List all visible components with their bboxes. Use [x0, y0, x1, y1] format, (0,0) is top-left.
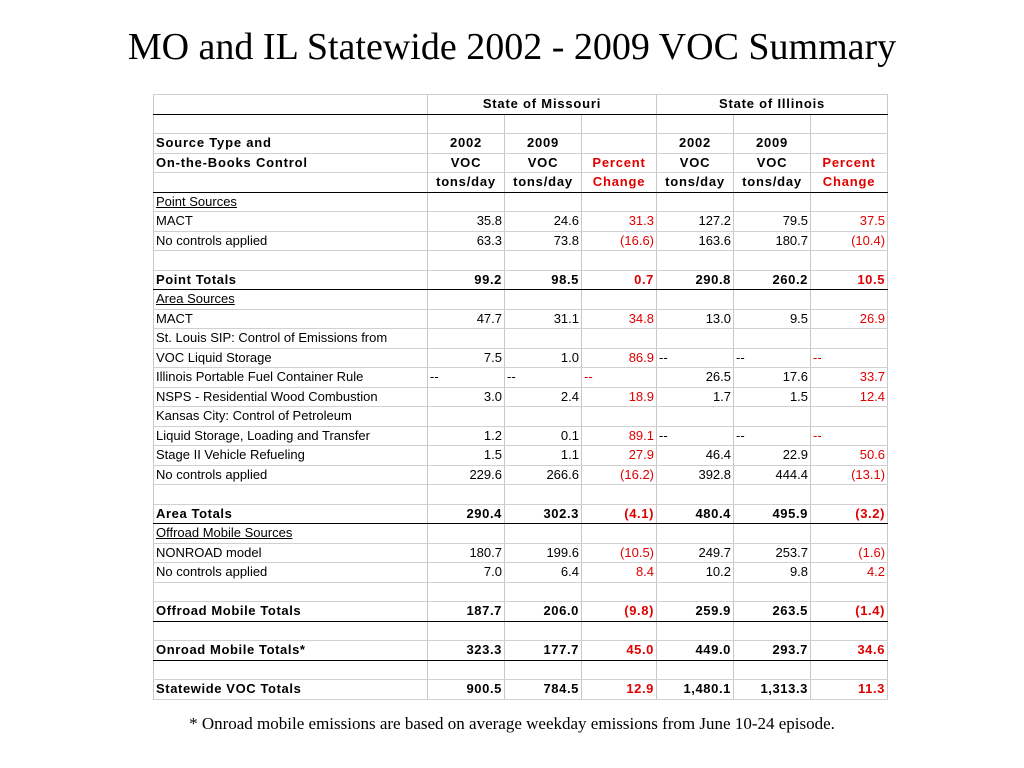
row-label: VOC Liquid Storage [154, 348, 428, 368]
mo-change-cell: 0.7 [582, 270, 657, 290]
total-row [154, 602, 888, 622]
il-2002-cell: 127.2 [657, 212, 734, 232]
mo-2002-cell: 47.7 [428, 309, 505, 329]
il-2002-cell: 290.8 [657, 270, 734, 290]
section-offroad-sources [154, 524, 888, 544]
il-2002-cell: 46.4 [657, 446, 734, 466]
mo-change-cell: 18.9 [582, 387, 657, 407]
header-row-states [154, 95, 888, 115]
total-row [154, 504, 888, 524]
il-2009-voc: VOC [734, 153, 811, 173]
mo-2002-cell: 180.7 [428, 543, 505, 563]
mo-change-cell: 31.3 [582, 212, 657, 232]
il-2009-units: tons/day [734, 173, 811, 193]
table-row [154, 329, 888, 349]
mo-2002-cell: 7.0 [428, 563, 505, 583]
spacer-row [154, 582, 888, 602]
il-2002-cell: 249.7 [657, 543, 734, 563]
mo-2002-cell: 290.4 [428, 504, 505, 524]
mo-2009-cell: 199.6 [505, 543, 582, 563]
mo-2002-cell: 323.3 [428, 641, 505, 661]
il-2002-cell: 449.0 [657, 641, 734, 661]
table-row [154, 368, 888, 388]
table-row [154, 348, 888, 368]
row-label: Kansas City: Control of Petroleum [154, 407, 428, 427]
il-change: Change [811, 173, 888, 193]
table-row [154, 309, 888, 329]
mo-2009-cell: 1.0 [505, 348, 582, 368]
row-label: St. Louis SIP: Control of Emissions from [154, 329, 428, 349]
mo-2002-units: tons/day [428, 173, 505, 193]
row-label: MACT [154, 212, 428, 232]
mo-change-cell: (9.8) [582, 602, 657, 622]
section-label: Point Sources [154, 192, 428, 212]
mo-2002-cell: 35.8 [428, 212, 505, 232]
mo-change-cell: 34.8 [582, 309, 657, 329]
il-change-cell: (13.1) [811, 465, 888, 485]
mo-2009-cell: 2.4 [505, 387, 582, 407]
il-change-cell: -- [811, 426, 888, 446]
mo-2009-cell: 784.5 [505, 680, 582, 700]
control-label: On-the-Books Control [154, 153, 428, 173]
section-area-sources [154, 290, 888, 310]
il-2002-cell: -- [657, 426, 734, 446]
header-row-units [154, 173, 888, 193]
il-change-cell: 26.9 [811, 309, 888, 329]
row-label: Stage II Vehicle Refueling [154, 446, 428, 466]
il-2002-cell: 10.2 [657, 563, 734, 583]
il-2009-cell: 444.4 [734, 465, 811, 485]
page-title: MO and IL Statewide 2002 - 2009 VOC Summary [127, 26, 897, 68]
il-2002-cell: 259.9 [657, 602, 734, 622]
row-label: Area Totals [154, 504, 428, 524]
il-2002-year: 2002 [657, 134, 734, 154]
row-label: No controls applied [154, 231, 428, 251]
header-spacer [154, 114, 888, 134]
il-change-cell: 4.2 [811, 563, 888, 583]
mo-change-cell: 89.1 [582, 426, 657, 446]
mo-2002-cell: 1.5 [428, 446, 505, 466]
il-2009-cell: 293.7 [734, 641, 811, 661]
table-row [154, 212, 888, 232]
il-2002-voc: VOC [657, 153, 734, 173]
il-change-cell: 37.5 [811, 212, 888, 232]
mo-2009-year: 2009 [505, 134, 582, 154]
table-row [154, 387, 888, 407]
mo-2002-cell: 99.2 [428, 270, 505, 290]
il-2002-cell: 480.4 [657, 504, 734, 524]
mo-2009-cell: 1.1 [505, 446, 582, 466]
mo-change-cell: (10.5) [582, 543, 657, 563]
mo-change-cell: (4.1) [582, 504, 657, 524]
mo-change-cell: 12.9 [582, 680, 657, 700]
mo-change-cell: (16.2) [582, 465, 657, 485]
mo-2002-voc: VOC [428, 153, 505, 173]
mo-2002-cell: 63.3 [428, 231, 505, 251]
mo-2009-voc: VOC [505, 153, 582, 173]
mo-2002-cell: 187.7 [428, 602, 505, 622]
row-label: Statewide VOC Totals [154, 680, 428, 700]
il-2002-cell: 1.7 [657, 387, 734, 407]
mo-change-cell: -- [582, 368, 657, 388]
row-label: NONROAD model [154, 543, 428, 563]
il-change-cell: -- [811, 348, 888, 368]
mo-change: Change [582, 173, 657, 193]
table-row [154, 563, 888, 583]
il-2009-cell: 17.6 [734, 368, 811, 388]
row-label: Point Totals [154, 270, 428, 290]
table-row [154, 465, 888, 485]
mo-2009-units: tons/day [505, 173, 582, 193]
spacer-row [154, 621, 888, 641]
table-row [154, 407, 888, 427]
table-row [154, 231, 888, 251]
source-type-label: Source Type and [154, 134, 428, 154]
mo-2009-cell: 98.5 [505, 270, 582, 290]
mo-2002-cell: 229.6 [428, 465, 505, 485]
mo-percent: Percent [582, 153, 657, 173]
il-2009-cell: 495.9 [734, 504, 811, 524]
il-percent: Percent [811, 153, 888, 173]
mo-2002-cell: -- [428, 368, 505, 388]
table-row [154, 426, 888, 446]
row-label: Onroad Mobile Totals* [154, 641, 428, 661]
row-label: Illinois Portable Fuel Container Rule [154, 368, 428, 388]
mo-2009-cell: 0.1 [505, 426, 582, 446]
il-2009-cell: 1,313.3 [734, 680, 811, 700]
il-2009-cell: 260.2 [734, 270, 811, 290]
spacer-row [154, 660, 888, 680]
il-change-cell: 33.7 [811, 368, 888, 388]
mo-change-cell: 27.9 [582, 446, 657, 466]
footnote: * Onroad mobile emissions are based on average weekday emissions from June 10-24 episode. [189, 714, 835, 733]
il-2002-units: tons/day [657, 173, 734, 193]
il-change-cell: (1.4) [811, 602, 888, 622]
section-label: Area Sources [154, 290, 428, 310]
table-row [154, 446, 888, 466]
mo-2009-cell: 6.4 [505, 563, 582, 583]
il-change-cell: 50.6 [811, 446, 888, 466]
mo-2009-cell: 177.7 [505, 641, 582, 661]
il-2009-year: 2009 [734, 134, 811, 154]
mo-2009-cell: 302.3 [505, 504, 582, 524]
mo-2002-cell: 1.2 [428, 426, 505, 446]
mo-2009-cell: 73.8 [505, 231, 582, 251]
il-2009-cell: 180.7 [734, 231, 811, 251]
il-change-cell: 10.5 [811, 270, 888, 290]
il-2002-cell: 392.8 [657, 465, 734, 485]
spacer-row [154, 251, 888, 271]
il-change-cell: (1.6) [811, 543, 888, 563]
il-change-cell: (3.2) [811, 504, 888, 524]
total-row [154, 680, 888, 700]
il-2009-cell: -- [734, 426, 811, 446]
il-2002-cell: 26.5 [657, 368, 734, 388]
header-row-voc [154, 153, 888, 173]
il-2009-cell: 79.5 [734, 212, 811, 232]
il-2002-cell: 163.6 [657, 231, 734, 251]
il-2009-cell: 9.5 [734, 309, 811, 329]
mo-2002-cell: 7.5 [428, 348, 505, 368]
mo-2009-cell: 31.1 [505, 309, 582, 329]
il-2002-cell: 1,480.1 [657, 680, 734, 700]
illinois-header: State of Illinois [657, 95, 888, 115]
mo-change-cell: 8.4 [582, 563, 657, 583]
mo-2009-cell: 266.6 [505, 465, 582, 485]
il-2009-cell: 1.5 [734, 387, 811, 407]
missouri-header: State of Missouri [428, 95, 657, 115]
row-label: No controls applied [154, 563, 428, 583]
il-change-cell: (10.4) [811, 231, 888, 251]
table-row [154, 543, 888, 563]
header-row-years [154, 134, 888, 154]
row-label: MACT [154, 309, 428, 329]
mo-2009-cell: 24.6 [505, 212, 582, 232]
il-2009-cell: 263.5 [734, 602, 811, 622]
total-row [154, 270, 888, 290]
row-label: Offroad Mobile Totals [154, 602, 428, 622]
il-2009-cell: 9.8 [734, 563, 811, 583]
il-2002-cell: 13.0 [657, 309, 734, 329]
total-row [154, 641, 888, 661]
section-point-sources [154, 192, 888, 212]
il-change-cell: 11.3 [811, 680, 888, 700]
section-label: Offroad Mobile Sources [154, 524, 428, 544]
mo-change-cell: 86.9 [582, 348, 657, 368]
row-label: Liquid Storage, Loading and Transfer [154, 426, 428, 446]
mo-2009-cell: 206.0 [505, 602, 582, 622]
mo-2002-cell: 3.0 [428, 387, 505, 407]
il-2002-cell: -- [657, 348, 734, 368]
voc-summary-table [153, 94, 888, 700]
mo-2002-cell: 900.5 [428, 680, 505, 700]
row-label: NSPS - Residential Wood Combustion [154, 387, 428, 407]
il-2009-cell: 22.9 [734, 446, 811, 466]
mo-change-cell: 45.0 [582, 641, 657, 661]
mo-2009-cell: -- [505, 368, 582, 388]
il-change-cell: 34.6 [811, 641, 888, 661]
il-2009-cell: -- [734, 348, 811, 368]
spacer-row [154, 485, 888, 505]
mo-2002-year: 2002 [428, 134, 505, 154]
row-label: No controls applied [154, 465, 428, 485]
il-change-cell: 12.4 [811, 387, 888, 407]
mo-change-cell: (16.6) [582, 231, 657, 251]
il-2009-cell: 253.7 [734, 543, 811, 563]
